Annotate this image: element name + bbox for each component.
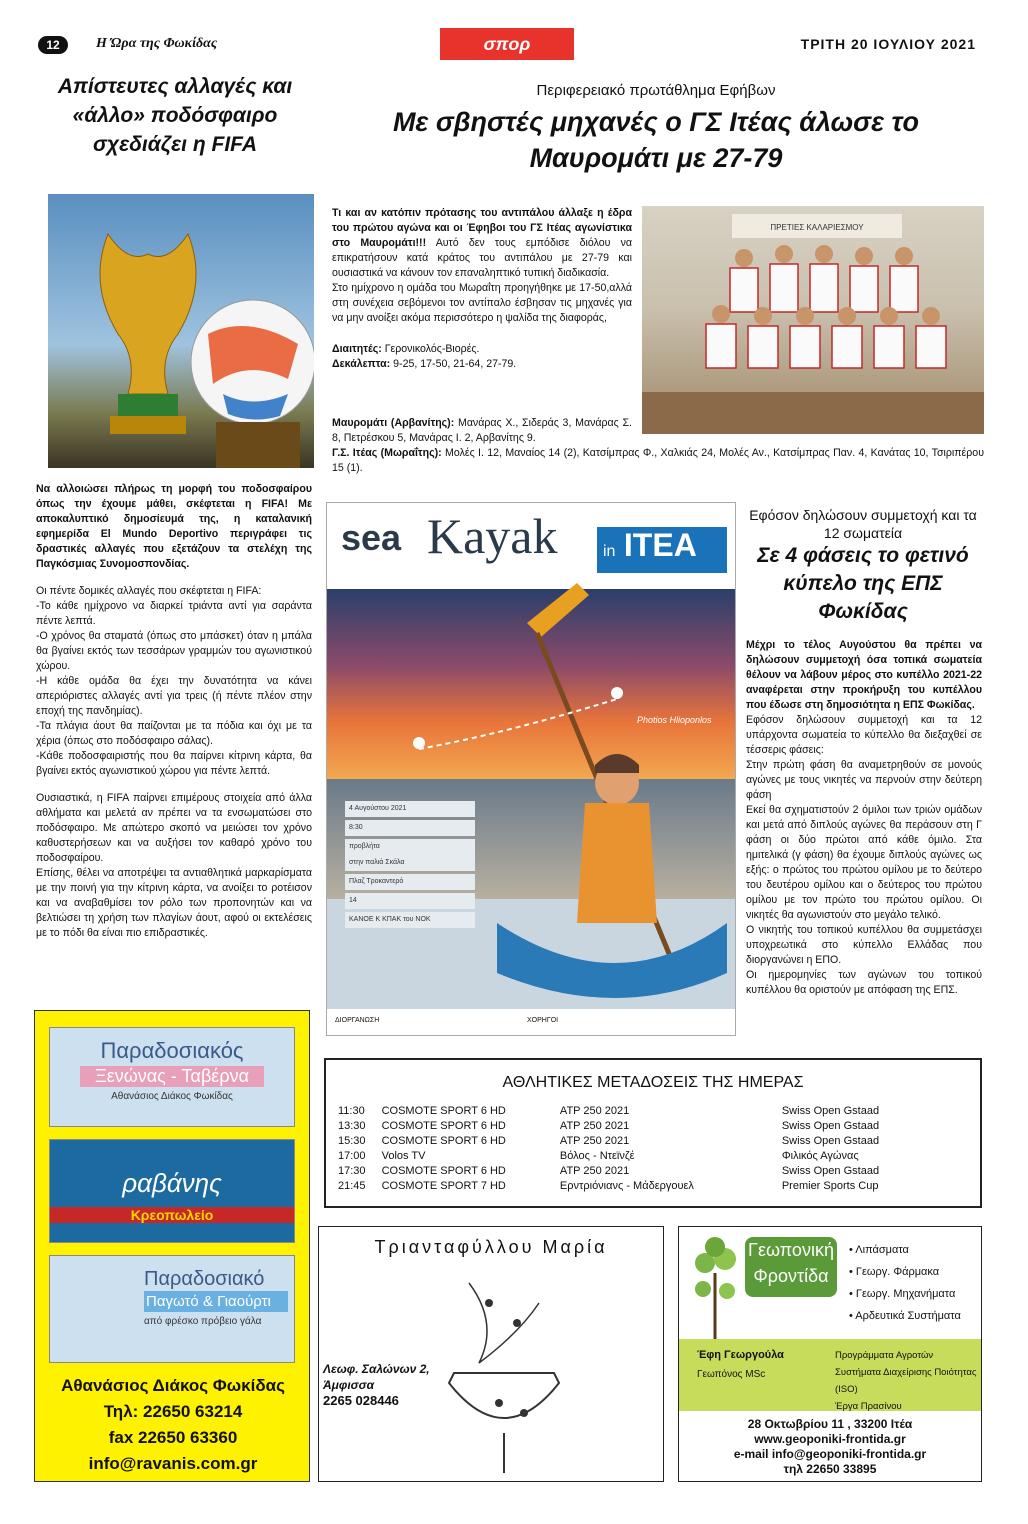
kayak-info-line: 4 Αυγούστου 2021	[345, 801, 475, 817]
butcher-logo	[49, 1139, 295, 1243]
tv-schedule	[324, 1058, 982, 1208]
ravanis-ad	[34, 1010, 310, 1482]
geo-email[interactable]: e-mail info@geoponiki-frontida.gr	[733, 1447, 927, 1461]
fifa-item: -Τα πλάγια άουτ θα παίζονται με τα πόδια και όχι με τα χέρια (όπως στο ποδόσφαιρο σάλας).	[36, 720, 312, 747]
tv-channel: COSMOTE SPORT 6 HD	[381, 1165, 506, 1177]
fifa-headline: Απίστευτες αλλαγές και «άλλο» ποδόσφαιρο σχεδιάζει η FIFA	[57, 75, 293, 156]
basket-lead: Αυτό δεν τους εμπόδισε διόλου να επικρατήσουν κατά κράτος του αντιπάλου με 27-79 και ουσιαστικά να κάνουν τον επαναληπτικό τυπική διαδικασία.	[332, 237, 632, 279]
team2-players: Μολές Ι. 12, Μαναίος 14 (2), Κατσίμπρας Φ., Χαλκιάς 24, Μολές Αν., Κατσίμπρας Παν. 4, Κανάτας 10, Τσιριπέρου 15 (1).	[332, 447, 984, 474]
kayak-poster	[326, 502, 736, 1036]
fifa-paragraph: Ουσιαστικά, η FIFA παίρνει επιμέρους στοιχεία από άλλα αθλήματα και μελετά αν πρέπει να τα ενσωματώσει στο ποδόσφαιρο. Με απώτερο σκοπό να μειώσει τον χρόνο καθυστερήσεων και να αυξήσει τον καθαρό χρόνο του ποδοσφαίρου.	[36, 792, 312, 864]
tv-table	[338, 1104, 980, 1194]
tv-time: 13:30	[338, 1120, 366, 1132]
team-image	[642, 206, 984, 434]
photo-credit: Photios Hlioponlos	[637, 715, 712, 725]
geoponiki-info-band	[679, 1339, 981, 1411]
tv-event: ATP 250 2021	[559, 1105, 630, 1117]
photo-banner-text: ΠΡΕΤΙΕΣ ΚΑΛΑΡΙΕΣΜΟΥ	[770, 223, 864, 232]
maria-contact	[323, 1361, 430, 1409]
tv-competition: Swiss Open Gstaad	[781, 1105, 880, 1117]
organizer-label: ΔΙΟΡΓΑΝΩΣΗ	[335, 1017, 380, 1024]
tv-event: Βόλος - Ντεϊνζέ	[559, 1150, 635, 1162]
icecream-line1: Παραδοσιακό	[144, 1268, 265, 1290]
kayak-title-sea: sea	[341, 517, 402, 558]
product-item: • Αρδευτικά Συστήματα	[849, 1310, 961, 1322]
butcher-label: Κρεοπωλείο	[50, 1207, 294, 1223]
tv-row	[338, 1104, 980, 1119]
paper-title: Η Ώρα της Φωκίδας	[96, 36, 218, 51]
quarters-label: Δεκάλεπτα:	[332, 358, 391, 370]
fifa-photo	[48, 194, 314, 468]
maria-ad	[318, 1226, 664, 1482]
tv-competition: Swiss Open Gstaad	[781, 1165, 880, 1177]
kayak-schedule	[345, 801, 475, 928]
tv-row	[338, 1164, 980, 1179]
kayak-title-in: in	[603, 543, 616, 560]
geoponiki-contact	[679, 1417, 981, 1477]
services-list	[835, 1347, 981, 1415]
tv-time: 11:30	[338, 1105, 365, 1117]
geoponiki-brand	[745, 1237, 837, 1297]
basket-headline: Με σβηστές μηχανές ο ΓΣ Ιτέας άλωσε το Μαυρομάτι με 27-79	[392, 107, 920, 173]
tavern-logo	[49, 1027, 295, 1127]
tv-competition: Swiss Open Gstaad	[781, 1120, 880, 1132]
tv-row	[338, 1134, 980, 1149]
fifa-item: -Το κάθε ημίχρονο να διαρκεί τριάντα αντί για σαράντα πέντε λεπτά.	[36, 600, 312, 627]
tv-event: ATP 250 2021	[559, 1165, 630, 1177]
icecream-line3: από φρέσκο πρόβειο γάλα	[144, 1316, 262, 1327]
service-item: Συστήματα Διαχείρισης Ποιότητας (ISO)	[835, 1367, 977, 1395]
service-item: Έργα Πρασίνου	[835, 1401, 902, 1412]
trophy-and-ball-image	[48, 194, 314, 468]
kayak-info-line: στην παλιά Σκάλα	[345, 855, 475, 871]
kayak-info-line: προβλήτα	[345, 839, 475, 855]
basket-kicker: Περιφερειακό πρωτάθλημα Εφήβων	[536, 82, 776, 99]
ravanis-phone: Τηλ: 22650 63214	[103, 1402, 243, 1421]
tavern-line3: Αθανάσιος Διάκος Φωκίδας	[111, 1091, 233, 1102]
kayaker-illustration	[327, 503, 736, 1036]
tv-channel: Volos TV	[381, 1150, 426, 1162]
kayak-title-kayak: Kayak	[427, 508, 558, 564]
kayak-info-line: Πλαζ Τροκαντερό	[345, 874, 475, 890]
tv-channel: COSMOTE SPORT 6 HD	[381, 1105, 506, 1117]
fifa-body	[36, 482, 312, 941]
product-item: • Γεωργ. Μηχανήματα	[849, 1288, 956, 1300]
section-label: σπορ	[440, 28, 574, 60]
tv-channel: COSMOTE SPORT 6 HD	[381, 1120, 506, 1132]
kayak-footer	[327, 1009, 736, 1036]
person-name: Έφη Γεωργούλα	[697, 1349, 784, 1361]
cup-headline: Σε 4 φάσεις το φετινό κύπελο της ΕΠΣ Φωκίδας	[757, 544, 969, 623]
tv-time: 21:45	[338, 1180, 366, 1192]
tv-competition: Φιλικός Αγώνας	[781, 1150, 859, 1162]
fifa-intro: Να αλλοιώσει πλήρως τη μορφή του ποδοσφαίρου όπως την έχουμε μάθει, σκέφτεται η FIFA! Με αποκαλυπτικό δημοσίευμά της, η καταλανική εφημερίδα El Mundo Deportivo περιγράφει τις δραστικές αλλαγές που εξετάζουν τα στελέχη της Παγκόσμιας Συνομοσπονδίας.	[36, 483, 312, 570]
ravanis-fax: fax 22650 63360	[108, 1428, 238, 1447]
product-item: • Γεωργ. Φάρμακα	[849, 1266, 940, 1278]
team-photo	[642, 206, 984, 434]
tv-row	[338, 1179, 980, 1194]
team1-label: Μαυρομάτι (Αρβανίτης):	[332, 417, 455, 429]
cup-body	[746, 638, 982, 998]
tv-event: Ερντριόνιανς - Μάδεργουελ	[559, 1180, 694, 1192]
geo-address: 28 Οκτωβρίου 11 , 33200 Ιτέα	[747, 1417, 913, 1431]
tavern-line1: Παραδοσιακός	[100, 1038, 244, 1063]
cup-lead: Μέχρι το τέλος Αυγούστου θα πρέπει να δηλώσουν συμμετοχή όσα τοπικά σωματεία θέλουν να λάβουν μέρος στο κυπέλλο 2021-22 αναφέρεται στην προκήρυξη του κυπέλλου που έδωσε στη δημοσιότητα η ΕΠΣ Φωκίδας.	[746, 639, 982, 711]
tv-time: 17:30	[338, 1165, 366, 1177]
cup-paragraph: Εκεί θα σχηματιστούν 2 όμιλοι των τριών ομάδων και μετά από διπλούς αγώνες θα περάσουν στη Γ φάση οι δύο πρώτοι από κάθε όμιλο. Στα ημιτελικά (γ φάση) θα έχουμε διπλούς αγώνες ως εξής: ο πρώτος του πρώτου ομίλου με το δεύτερο του δευτέρου ομίλου και ο δεύτερος του πρώτου ομίλου με τον πρώτο του πρώτου ομίλου. Οι νικητές θα αγωνιστούν στο μεγάλο τελικό.	[746, 804, 982, 921]
kayak-title-itea: ITEA	[623, 527, 697, 563]
sponsor-label: ΧΟΡΗΓΟΙ	[527, 1017, 559, 1024]
tv-title: ΑΘΛΗΤΙΚΕΣ ΜΕΤΑΔΟΣΕΙΣ ΤΗΣ ΗΜΕΡΑΣ	[502, 1074, 804, 1091]
referees: Γερονικολός-Βιορές.	[381, 343, 480, 355]
quarters: 9-25, 17-50, 21-64, 27-79.	[390, 358, 517, 370]
kayak-info-line: ΚΑΝΟΕ Κ ΚΠΑΚ του ΝΟΚ	[345, 912, 475, 928]
geo-phone: τηλ 22650 33895	[783, 1462, 877, 1476]
fifa-list-intro: Οι πέντε δομικές αλλαγές που σκέφτεται η FIFA:	[36, 585, 262, 597]
geoponiki-ad	[678, 1226, 982, 1482]
basket-teams	[332, 416, 984, 476]
tv-row	[338, 1119, 980, 1134]
tv-time: 17:00	[338, 1150, 366, 1162]
cup-paragraph: Στην πρώτη φάση θα αναμετρηθούν σε μονούς αγώνες με τους νικητές να περνούν στην δεύτερη φάση	[746, 759, 982, 801]
brand-name: ραβάνης	[122, 1168, 222, 1198]
cup-paragraph: Ο νικητής του τοπικού κυπέλλου θα συμμετάσχει υποχρεωτικά στο κύπελλο Ελλάδας που διοργανώνει η ΕΠΟ.	[746, 924, 982, 966]
referees-label: Διαιτητές:	[332, 343, 382, 355]
tv-channel: COSMOTE SPORT 6 HD	[381, 1135, 506, 1147]
basket-lead-bold: Τι και αν κατόπιν πρότασης του αντιπάλου άλλαξε η έδρα του πρώτου αγώνα και οι Έφηβοι του ΓΣ Ιτέας αγωνίστικα στο Μαυρομάτι!!!	[332, 207, 632, 249]
wine-glass-music-icon	[429, 1263, 579, 1479]
team1-players: Μανάρας Χ., Σιδεράς 3, Μανάρας Σ. 8, Πετρέσκου 5, Μανάρας Ι. 2, Αρβανίτης 9.	[332, 417, 632, 444]
geoponiki-brand-1: Γεωπονική	[748, 1240, 834, 1260]
maria-address-2: Άμφισσα	[323, 1378, 375, 1392]
maria-address-1: Λεωφ. Σαλώνων 2,	[323, 1362, 430, 1376]
tree-icon	[685, 1233, 745, 1343]
team2-label: Γ.Σ. Ιτέας (Μωραΐτης):	[332, 447, 442, 459]
ravanis-address: Αθανάσιος Διάκος Φωκίδας	[61, 1376, 285, 1395]
service-item: Προγράμματα Αγροτών	[835, 1350, 934, 1361]
basket-paragraph: Στο ημίχρονο η ομάδα του Μωραΐτη προηγήθηκε με 17-50,αλλά στη συνέχεια σεβόμενοι τον αντίπαλο έσβησαν τις μηχανές για να μην ανοίξει ακόμα περισσότερο η ψαλίδα της διαφοράς,	[332, 282, 632, 324]
fifa-paragraph: Επίσης, θέλει να αποτρέψει τα αντιαθλητικά μαρκαρίσματα με την ποινή για την κίτρινη κάρτα, να ανοίξει το ροτέισον και να αναβαθμίσει τον ρόλο των προπονητών και να βελτιώσει τη χρήση των πλαγίων άουτ, αφού οι εκτελέσεις με το πόδι θα είναι πιο επιδραστικές.	[36, 867, 312, 939]
maria-phone: 2265 028446	[323, 1393, 399, 1408]
tv-event: ATP 250 2021	[559, 1135, 630, 1147]
tv-event: ATP 250 2021	[559, 1120, 630, 1132]
geoponiki-brand-2: Φροντίδα	[753, 1266, 829, 1286]
icecream-line2: Παγωτό & Γιαούρτι	[144, 1291, 288, 1312]
geo-website[interactable]: www.geoponiki-frontida.gr	[754, 1432, 906, 1446]
fifa-item: -Η κάθε ομάδα θα έχει την δυνατότητα να κάνει απεριόριστες αλλαγές αντί για τρεις (ή πέντε πλέον στην εποχή της πανδημίας).	[36, 675, 312, 717]
tavern-line2: Ξενώνας - Ταβέρνα	[80, 1066, 264, 1087]
fifa-item: -Ο χρόνος θα σταματά (όπως στο μπάσκετ) όταν η μπάλα θα βγαίνει εκτός των τεσσάρων γραμμών του αγωνιστικού χώρου.	[36, 630, 312, 672]
tv-competition: Premier Sports Cup	[781, 1180, 879, 1192]
fifa-item: -Κάθε ποδοσφαιριστής που θα παίρνει κίτρινη κάρτα, θα βγαίνει εκτός αγωνιστικού χώρου για πέντε λεπτά.	[36, 750, 312, 777]
tv-competition: Swiss Open Gstaad	[781, 1135, 880, 1147]
cup-paragraph: Οι ημερομηνίες των αγώνων του τοπικού κυπέλλου θα οριστούν με απόφαση της ΕΠΣ.	[746, 969, 982, 996]
basket-body	[332, 206, 632, 372]
kayak-info-line: 8:30	[345, 820, 475, 836]
cup-paragraph: Εφόσον δηλώσουν συμμετοχή και τα 12 υπάρχοντα σωματεία το κύπελλο θα διεξαχθεί σε τέσσερις φάσεις:	[746, 714, 982, 756]
tv-channel: COSMOTE SPORT 7 HD	[381, 1180, 506, 1192]
products-list	[849, 1239, 961, 1327]
person-role: Γεωπόνος MSc	[697, 1369, 766, 1380]
ravanis-email: info@ravanis.com.gr	[88, 1454, 258, 1473]
ravanis-contact	[35, 1373, 311, 1477]
maria-name: Τριανταφύλλου Μαρία	[374, 1237, 608, 1257]
page-number: 12	[38, 36, 68, 54]
issue-date: ΤΡΙΤΗ 20 ΙΟΥΛΙΟΥ 2021	[800, 36, 976, 52]
kayak-info-line: 14	[345, 893, 475, 909]
tv-row	[338, 1149, 980, 1164]
product-item: • Λιπάσματα	[849, 1244, 909, 1256]
tv-time: 15:30	[338, 1135, 366, 1147]
icecream-logo	[49, 1255, 295, 1363]
cup-kicker: Εφόσον δηλώσουν συμμετοχή και τα 12 σωματεία	[749, 507, 977, 541]
